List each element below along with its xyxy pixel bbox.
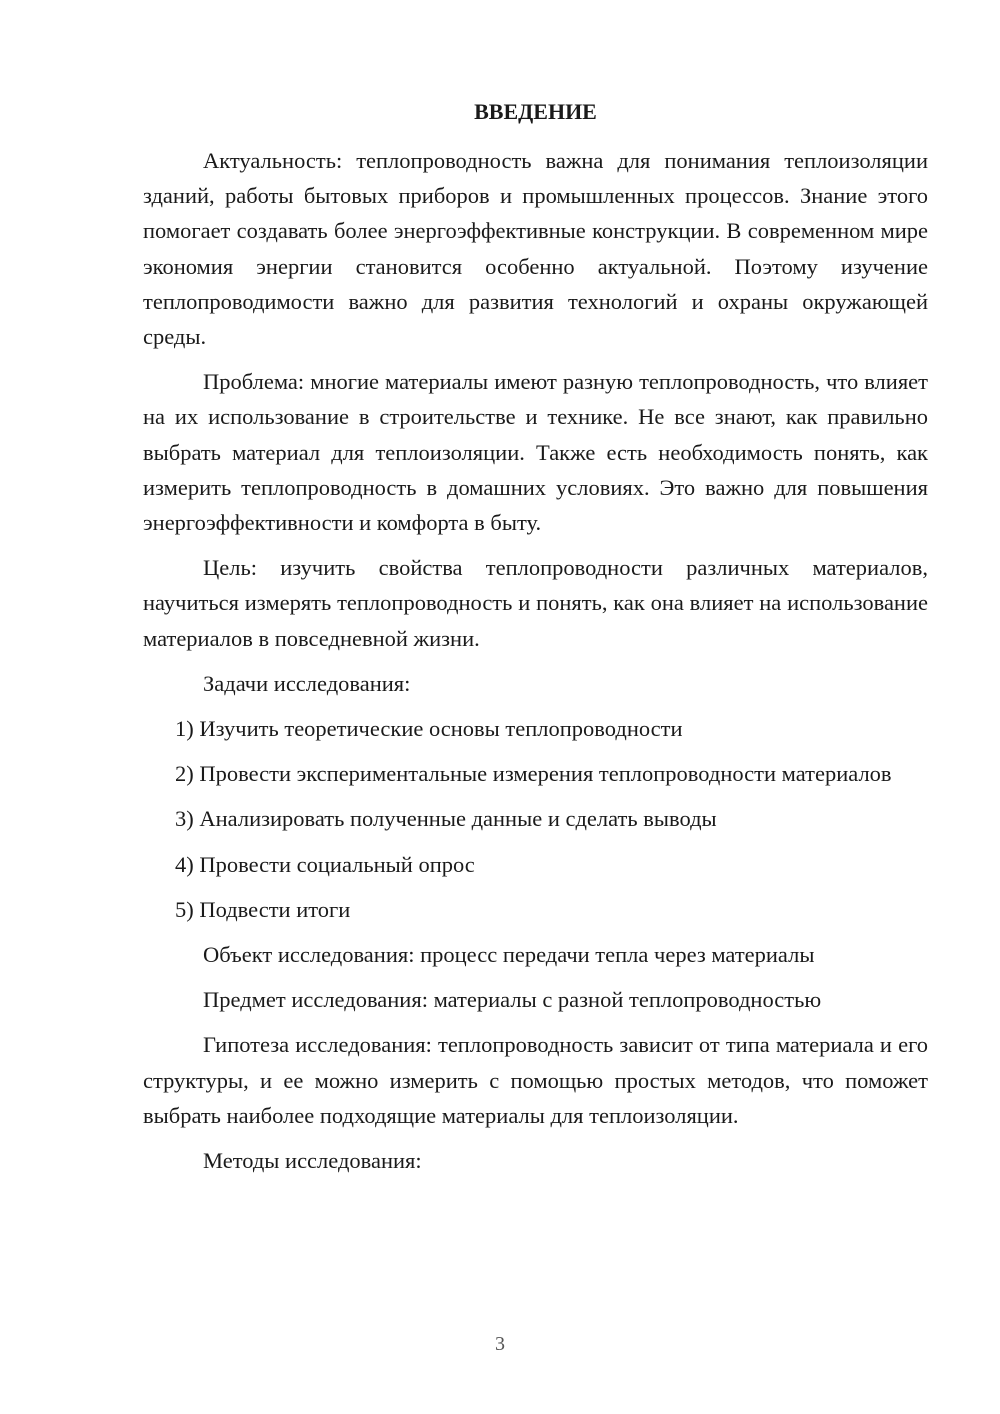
relevance-paragraph: Актуальность: теплопроводность важна для понимания теплоизоляции зданий, работы бытовых приборов и промышленных процессов. Знание этого помогает создавать более энергоэффективные конструкции. В современном мире экономия энергии становится особенно актуальной. Поэтому изучение теплопроводимости важно для развития технологий и охраны окружающей среды. <box>143 148 928 350</box>
tasks-heading: Задачи исследования: <box>203 670 411 696</box>
problem-paragraph: Проблема: многие материалы имеют разную теплопроводность, что влияет на их использование в строительстве и технике. Не все знают, как правильно выбрать материал для теплоизоляции. Также есть необходимость понять, как измерить теплопроводность в домашних условиях. Это важно для повышения энергоэффективности и комфорта в быту. <box>143 369 928 536</box>
hypothesis-paragraph: Гипотеза исследования: теплопроводность зависит от типа материала и его структуры, и ее можно измерить с помощью простых методов, что поможет выбрать наиболее подходящие материалы для теплоизоляции. <box>143 1032 928 1128</box>
page-number: 3 <box>495 1333 505 1355</box>
task-item-4: 4) Провести социальный опрос <box>175 851 475 877</box>
methods-heading: Методы исследования: <box>203 1148 422 1174</box>
task-item-2: 2) Провести экспериментальные измерения теплопроводности материалов <box>175 761 892 787</box>
task-item-5: 5) Подвести итоги <box>175 896 351 922</box>
task-item-3: 3) Анализировать полученные данные и сделать выводы <box>175 806 717 832</box>
page-title: ВВЕДЕНИЕ <box>474 99 597 124</box>
object-paragraph: Объект исследования: процесс передачи тепла через материалы <box>203 942 815 968</box>
subject-paragraph: Предмет исследования: материалы с разной теплопроводностью <box>203 987 822 1013</box>
goal-paragraph: Цель: изучить свойства теплопроводности различных материалов, научиться измерять теплопроводность и понять, как она влияет на использование материалов в повседневной жизни. <box>143 555 928 651</box>
task-item-1: 1) Изучить теоретические основы теплопроводности <box>175 716 683 742</box>
document-page <box>143 94 928 1188</box>
